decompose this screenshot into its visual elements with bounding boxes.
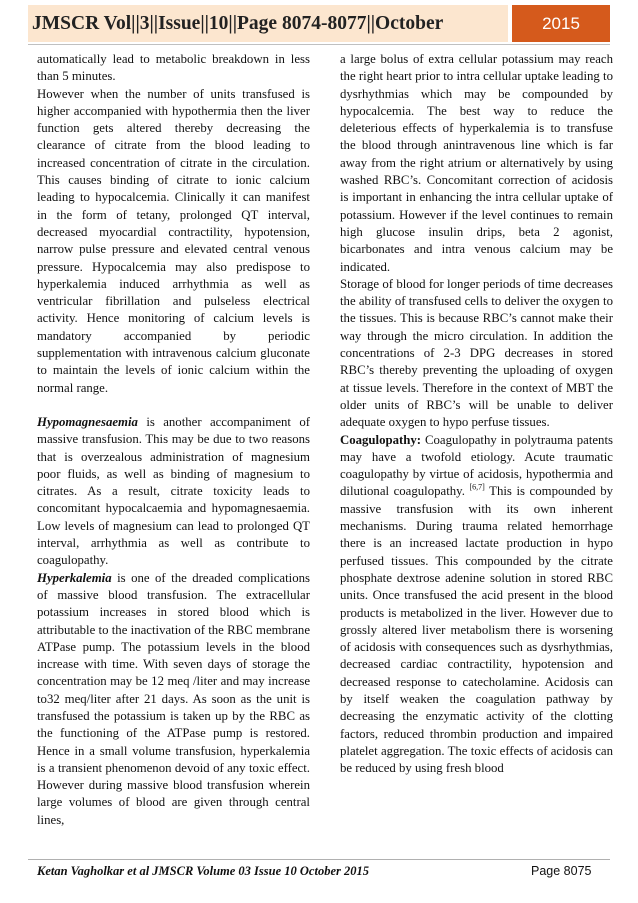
header-divider (28, 44, 610, 45)
paragraph-text: This is compounded by massive transfusion with its own inherent mechanisms. During trauma related hemorrhage there is an increased lactate production in hypo perfused tissues. This compounded by the citrate phosphate dextrose adenine solution in stored RBC units. Once transfused the acid present in the blood products is metabolized in the liver. However due to grossly altered liver metabolism there is worsening of acidosis with consequences such as dysrhythmias, decreased cardiac contractility, hypotension and decreased response to catecholamine. Acidosis can by itself weaken the coagulation pathway by decreasing the enzymatic activity of the clotting factors, reduced thrombin production and impaired platelet aggregation. The toxic effects of acidosis can be reduced by using fresh blood (340, 484, 613, 776)
term-hypomagnesaemia: Hypomagnesaemia (37, 414, 138, 429)
term-hyperkalemia: Hyperkalemia (37, 570, 112, 585)
page-number: Page 8075 (531, 864, 592, 878)
paragraph: Storage of blood for longer periods of time decreases the ability of transfused cells to deliver the oxygen to the tissues. This is because RBC’s cannot make their way through the micro circulation. In addition the concentrations of 2-3 DPG decreases in stored RBC’s thereby preventing the uploading of oxygen at tissue levels. Therefore in the context of MBT the older units of RBC’s will be unable to deliver adequate oxygen to hypo perfuse tissues. (340, 276, 613, 430)
year-badge: 2015 (512, 5, 610, 42)
paragraph: a large bolus of extra cellular potassium may reach the right heart prior to intra cellular uptake leading to dysrhythmias which may be compounded by hypocalcemia. The best way to reduce the deleterious effects of hyperkalemia is to transfuse the blood through anintravenous line which is far away from the right atrium or alternatively by using washed RBC’s. Concomitant correction of acidosis is important in enhancing the intra cellular uptake of potassium. However if the level continues to remain high glucose insulin drips, beta 2 agonist, bicarbonates and intra venous calcium may be indicated. (340, 52, 613, 274)
paragraph-text: Coagulopathy in polytrauma patents may have a twofold etiology. Acute traumatic coagulopathy by virtue of acidosis, hypothermia and dilutional coagulopathy. (340, 432, 613, 499)
journal-title: JMSCR Vol||3||Issue||10||Page 8074-8077||October (28, 5, 508, 42)
paragraph-hypomagnesaemia (37, 414, 310, 570)
paragraph-coagulopathy (340, 432, 613, 778)
paragraph-text: is another accompaniment of massive transfusion. This may be due to two reasons that is overzealous administration of magnesium poor fluids, as well as binding of magnesium to citrates. As a result, citrate toxicity leads to concomitant hypocalcaemia and hypomagnesaemia. Low levels of magnesium can lead to prolonged QT interval, arrhythmia as well as contribute to coagulopathy. (37, 414, 310, 568)
paragraph-text: is one of the dreaded complications of massive blood transfusion. The extracellular potassium increases in stored blood which is attributable to the inactivation of the RBC membrane ATPase pump. The potassium levels in the blood increase with time. With seven days of storage the concentration may be 12 meq /liter and may increase to32 meq/liter after 21 days. As soon as the unit is transfused the potassium is taken up by the RBC as the functioning of the ATPase pump is restored. Hence in a small volume transfusion, hyperkalemia is a transient phenomenon devoid of any toxic effect. However during massive blood transfusion wherein large volumes of blood are given through central lines, (37, 570, 310, 827)
paragraph-gap (37, 397, 310, 414)
left-column (37, 51, 310, 829)
paragraph: However when the number of units transfused is higher accompanied with hypothermia then the liver function gets altered thereby decreasing the clearance of citrate from the blood leading to increased concentration of citrate in the circulation. This causes binding of citrate to ionic calcium leading to hypocalcemia. Clinically it can manifest in the form of tetany, prolonged QT interval, decreased myocardial contractility, hypotension, narrow pulse pressure and elevated central venous pressure. Hypocalcemia may also predispose to hyperkalemia induced arrhythmia as well as ventricular fibrillation and pulseless electrical activity. Hence monitoring of calcium levels is mandatory accompanied by periodic supplementation with intravenous calcium gluconate to maintain the levels of ionic calcium within the normal range. (37, 86, 310, 395)
footer-citation: Ketan Vagholkar et al JMSCR Volume 03 Issue 10 October 2015 (37, 864, 369, 878)
footer-divider (28, 859, 610, 860)
paragraph: automatically lead to metabolic breakdown in less than 5 minutes. (37, 52, 310, 84)
right-column (340, 51, 613, 777)
paragraph-hyperkalemia (37, 570, 310, 829)
citation-reference[interactable]: [6,7] (469, 483, 485, 493)
term-coagulopathy: Coagulopathy: (340, 432, 422, 447)
page-header (28, 5, 610, 42)
